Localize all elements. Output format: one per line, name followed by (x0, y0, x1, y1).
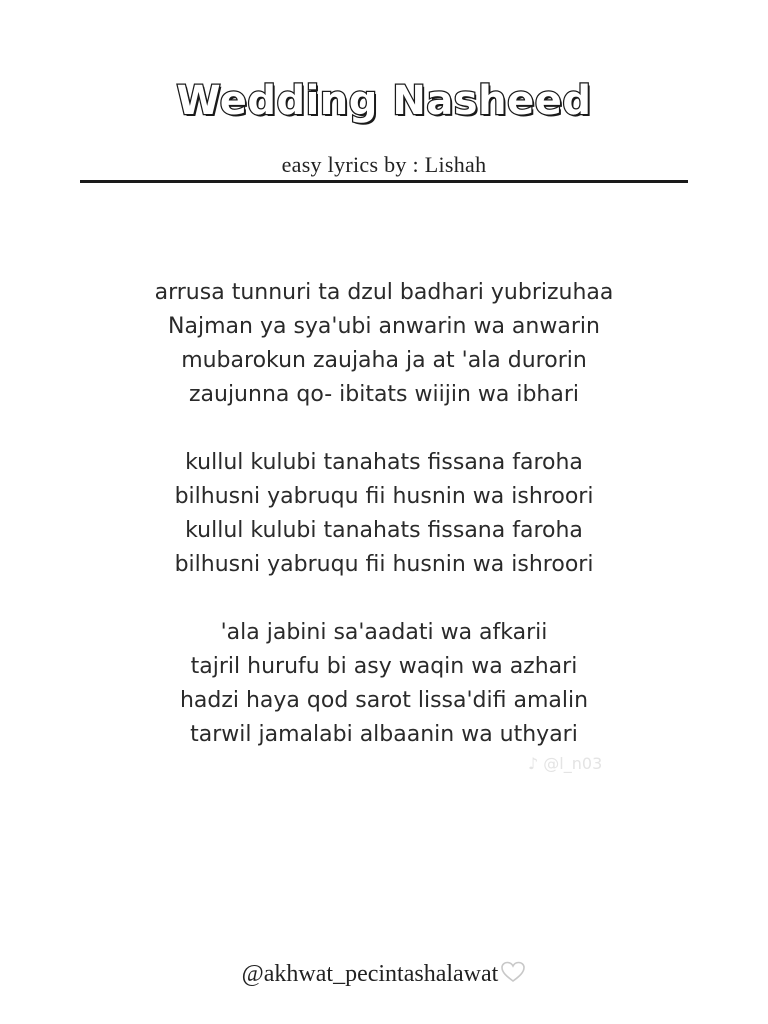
lyric-line: bilhusni yabruqu fii husnin wa ishroori (174, 552, 594, 577)
stanza (0, 616, 768, 752)
stanza (0, 276, 768, 412)
stanza (0, 446, 768, 582)
lyric-line: bilhusni yabruqu fii husnin wa ishroori (174, 484, 594, 509)
social-handle: @akhwat_pecintashalawat (241, 961, 499, 987)
lyric-line: zaujunna qo- ibitats wiijin wa ibhari (188, 382, 580, 407)
lyric-line: kullul kulubi tanahats fissana faroha (185, 450, 583, 475)
lyric-line: kullul kulubi tanahats fissana faroha (185, 518, 583, 543)
footer (0, 960, 768, 988)
author-credit: easy lyrics by : Lishah (281, 152, 487, 177)
divider (80, 180, 688, 183)
page-title: Wedding Nasheed (176, 78, 592, 124)
lyric-line: Najman ya sya'ubi anwarin wa anwarin (168, 314, 600, 339)
lyric-line: 'ala jabini sa'aadati wa afkarii (220, 620, 548, 645)
lyric-line: arrusa tunnuri ta dzul badhari yubrizuhaa (154, 280, 614, 305)
lyrics-body (0, 276, 768, 786)
heart-outline-icon (500, 960, 526, 984)
watermark: ♪ @l_n03 (528, 754, 603, 773)
lyric-line: hadzi haya qod sarot lissa'difi amalin (179, 688, 589, 713)
lyric-line: mubarokun zaujaha ja at 'ala durorin (181, 348, 587, 373)
lyric-line: tajril hurufu bi asy waqin wa azhari (190, 654, 578, 679)
lyric-line: tarwil jamalabi albaanin wa uthyari (190, 722, 578, 747)
